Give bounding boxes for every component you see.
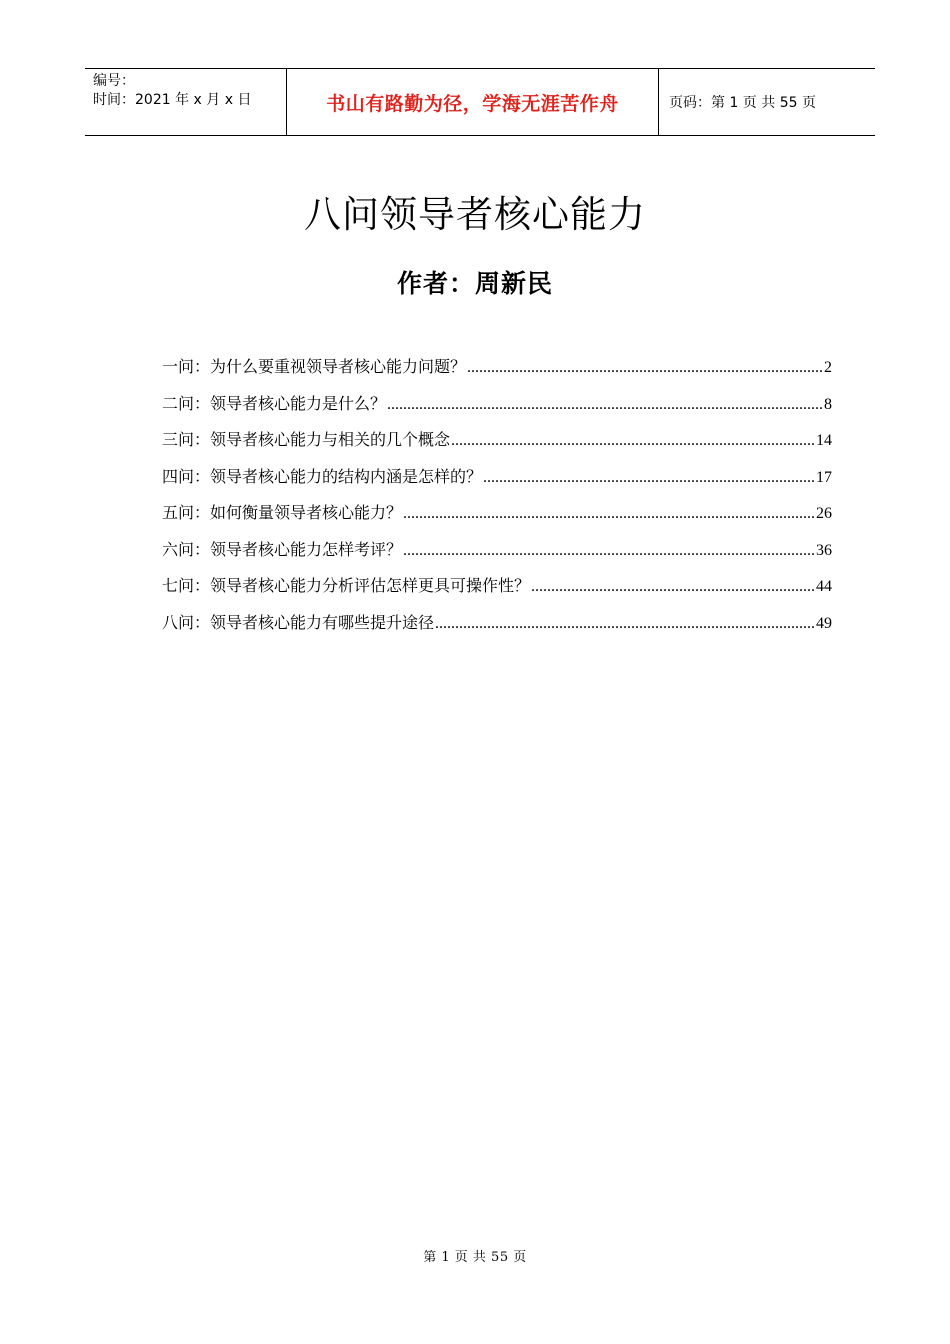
toc-leader-dots bbox=[403, 505, 815, 523]
toc-entry-label: 八问：领导者核心能力有哪些提升途径 bbox=[162, 612, 435, 632]
toc-leader-dots bbox=[467, 359, 823, 377]
toc-entry[interactable] bbox=[162, 391, 832, 428]
toc-entry[interactable] bbox=[162, 464, 832, 501]
toc-leader-dots bbox=[403, 542, 815, 560]
toc-entry[interactable] bbox=[162, 427, 832, 464]
toc-entry[interactable] bbox=[162, 537, 832, 574]
header-motto-cell bbox=[286, 69, 659, 135]
serial-number-label: 编号： bbox=[93, 73, 135, 89]
toc-leader-dots bbox=[451, 432, 815, 450]
date-label: 时间：2021 年 x 月 x 日 bbox=[93, 92, 252, 108]
page-footer: 第 1 页 共 55 页 bbox=[423, 1250, 527, 1265]
toc-entry-label: 二问：领导者核心能力是什么？ bbox=[162, 393, 387, 413]
toc-entry-page: 36 bbox=[816, 541, 832, 559]
header-page-info-cell bbox=[659, 69, 875, 135]
toc-entry[interactable] bbox=[162, 500, 832, 537]
toc-entry-label: 六问：领导者核心能力怎样考评？ bbox=[162, 539, 403, 559]
toc-entry-label: 五问：如何衡量领导者核心能力？ bbox=[162, 503, 403, 522]
header-page-info: 页码：第 1 页 共 55 页 bbox=[669, 95, 816, 111]
toc-entry-label: 七问：领导者核心能力分析评估怎样更具可操作性？ bbox=[162, 576, 531, 595]
toc-entry-page: 44 bbox=[816, 578, 832, 595]
toc-entry-label: 四问：领导者核心能力的结构内涵是怎样的？ bbox=[162, 466, 483, 486]
toc-entry-label: 三问：领导者核心能力与相关的几个概念 bbox=[162, 430, 451, 449]
toc-entry[interactable] bbox=[162, 610, 832, 647]
table-of-contents bbox=[162, 354, 832, 646]
document-title: 八问领导者核心能力 bbox=[304, 193, 646, 236]
toc-entry[interactable] bbox=[162, 573, 832, 610]
toc-entry-page: 8 bbox=[824, 395, 832, 413]
toc-leader-dots bbox=[531, 578, 815, 596]
toc-entry[interactable] bbox=[162, 354, 832, 391]
toc-entry-page: 14 bbox=[816, 432, 832, 449]
toc-entry-page: 26 bbox=[816, 505, 832, 522]
header-motto: 书山有路勤为径，学海无涯苦作舟 bbox=[326, 92, 619, 115]
toc-leader-dots bbox=[387, 396, 823, 414]
toc-leader-dots bbox=[435, 615, 815, 633]
page-header bbox=[85, 68, 875, 136]
toc-entry-label: 一问：为什么要重视领导者核心能力问题？ bbox=[162, 357, 467, 376]
toc-entry-page: 17 bbox=[816, 468, 832, 486]
document-author: 作者：周新民 bbox=[396, 269, 553, 298]
toc-entry-page: 49 bbox=[816, 614, 832, 632]
toc-leader-dots bbox=[483, 469, 815, 487]
header-meta bbox=[85, 69, 286, 135]
toc-entry-page: 2 bbox=[824, 359, 832, 376]
